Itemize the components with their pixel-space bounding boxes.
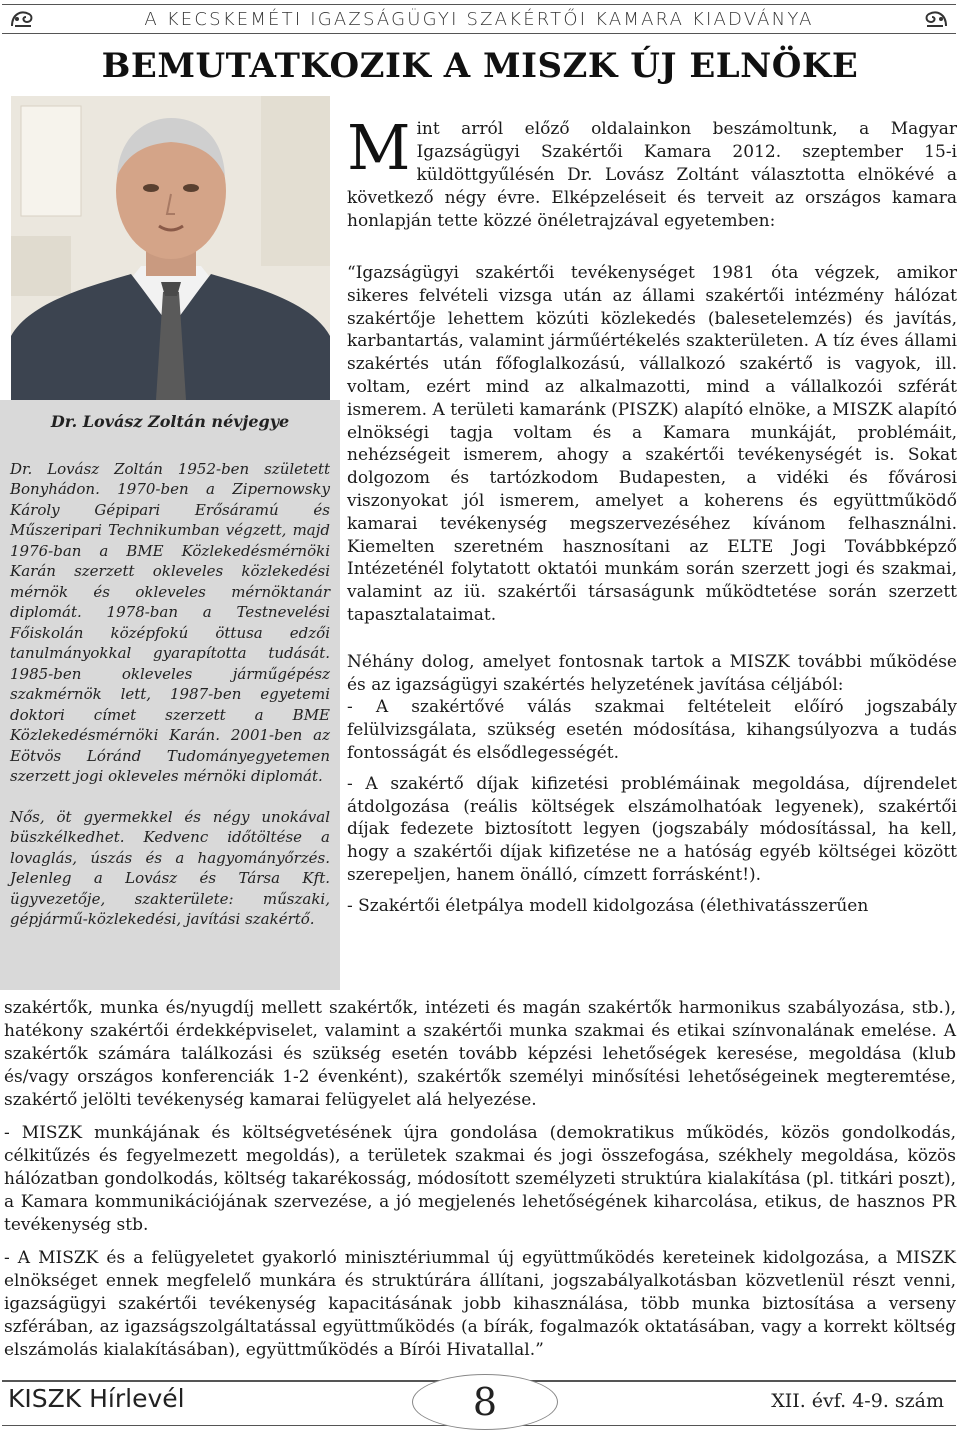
lead-text: int arról előző oldalainkon beszámoltunk, a Magyar Igazságügyi Szakértői Kamara 2012. szeptember 15-i küldöttgyűlésén Dr. Lovász Zoltánt választotta elnökévé a következő négy évre. Elképzeléseit és terveit az országos kamara honlapján tette közzé önéletrajzával egyetemben: — [347, 119, 957, 231]
paragraph: Néhány dolog, amelyet fontosnak tartok a MISZK további működése és az igazságügyi szakértés helyzetének javítása céljából: — [347, 651, 957, 695]
ornament-icon — [922, 7, 950, 31]
sidebar-bio: Dr. Lovász Zoltán 1952-ben született Bonyhádon. 1970-ben a Zipernowsky Károly Gépipari Erősáramú és Műszeripari Technikumban végzett, majd 1976-ban a BME Közlekedésmérnöki Karán szerzett okleveles közlekedési mérnök és okleveles mérnöktanár diplomát. 1978-ban a Testnevelési Főiskolán középfokú öttusa edzői tanulmányokkal gyarapította tudását. 1985-ben okleveles járműgépész szakmérnök lett, 1987-ben egyetemi doktori címet szerzett a BME Közlekedésmérnöki Karán. 2001-ben az Eötvös Lóránd Tudományegyetemen szerzett jogi okleveles mérnöki diplomát. — [10, 459, 330, 785]
footer — [2, 1380, 956, 1426]
list-item: - MISZK munkájának és költségvetésének újra gondolása (demokratikus működés, közös gondolkodás, célkitűzés és fegyelmezett megoldás), a területek szakmai és jogi összefogása, székhely megoldása, közös hálózatban gondolkodás, költség takarékosság, módosított személyzeti struktúra kialakítása (pl. titkári poszt), a Kamara kommunikációjának szervezése, a jó megjelenés lehetőségének kiharcolása, etikus, de hasznos PR tevékenység stb. — [4, 1123, 956, 1235]
full-width-column — [4, 997, 956, 1362]
issue-label: XII. évf. 4-9. szám — [771, 1390, 944, 1412]
portrait-photo — [11, 96, 330, 400]
sidebar-personal: Nős, öt gyermekkel és négy unokával büszkélkedhet. Kedvenc időtöltése a lovaglás, úszás és a hagyományőrzés. Jelenleg a Lovász és Társa Kft. ügyvezetője, szakterülete: műszaki, gépjármű-közlekedési, javítási szakértő. — [10, 807, 330, 928]
list-item: - A MISZK és a felügyeletet gyakorló minisztériummal új együttműködés kereteinek kidolgozása, a MISZK elnökséget ennek megfelelő munkára és struktúrára állítani, jogszabályalkotásban közvetlenül részt venni, igazságügyi szakértői tevékenység kapacitásának jobb kihasználása, több munka biztosítása a verseny szférában, az igazságszolgáltatással együttműködés (a bírák, fogalmazók oktatásában, vagy a korrekt költség elszámolás kialakításában), együttműködés a Bírói Hivatallal.” — [4, 1248, 956, 1360]
article-title: BEMUTATKOZIK A MISZK ÚJ ELNÖKE — [101, 46, 859, 86]
sidebar-title: Dr. Lovász Zoltán névjegye — [50, 412, 290, 431]
right-column — [347, 262, 957, 918]
page-number: 8 — [412, 1374, 558, 1430]
publisher-line: A KECSKEMÉTI IGAZSÁGÜGYI SZAKÉRTŐI KAMARA KIADVÁNYA — [144, 8, 814, 30]
list-item: - A szakértő díjak kifizetési problémáinak megoldása, díjrendelet átdolgozása (reális költségek elszámolhatóak legyenek), szakértői díjak fedezete biztosított legyen (jogszabály módosítással, ha kell, hogy a szakértői díjak kifizetése ne a hatóság egyéb költségei között szerepeljen, hanem önálló, címzett forrásként!). — [347, 773, 957, 885]
newsletter-name: KISZK Hírlevél — [8, 1384, 185, 1413]
list-item: - A szakértővé válás szakmai feltételeit előíró jogszabály felülvizsgálata, szükség esetén módosítása, kihangsúlyozva a tudás fontosságát és elsődlegességét. — [347, 697, 957, 763]
list-item: - Szakértői életpálya modell kidolgozása (élethivatásszerűen — [347, 895, 869, 916]
lead-paragraph — [347, 111, 957, 233]
paragraph: “Igazságügyi szakértői tevékenységet 1981 óta végzek, amikor sikeres felvételi vizsga után az állami szakértői intézmény hálózat szakértője lehettem közúti közlekedés (balesetelemzés) és javítás, karbantartás, valamint járműértékelés szakterületen. A tíz éves állami szakértés után főfoglalkozású, vállalkozó szakértő is vagyok, ill. voltam, ezért mind az alkalmazotti, mind a vállalkozói szférát ismerem. A területi kamaránk (PISZK) alapító elnöke, a MISZK alapító elnökségi tagja voltam és a Kamara munkáját, problémáit, nehézségeit ismerem, ahogy a szakértői tevékenységét is. Sokat dolgozom és tartózkodom Budapesten, a vidéki és fővárosi viszonyokat jól ismerem, amelyet a koherens és együttműködő kamarai tevékenység megszervezéséhez kívánom felhasználni. Kiemelten szeretném hasznosítani az ELTE Jogi Továbbképző Intézeténél folytatott oktatói munkám során szerzett jogi és szakmai, valamint az iü. szakértői társaságunk működtetése során szerzett tapasztalataimat. — [347, 263, 957, 625]
bio-sidebar — [0, 400, 340, 990]
paragraph: szakértők, munka és/nyugdíj mellett szakértők, intézeti és magán szakértők harmonikus szabályozása, stb.), hatékony szakértői érdekképviselet, valamint a szakértői munka szakmai és etikai színvonalának emelése. A szakértők számára találkozási és szükség esetén tovább képzési lehetőségek keresése, megoldása (klub és/vagy országos konferenciák 1-2 évenként), szakértők személyi minősítési lehetőségeinek megteremtése, szakértő jelölti tevékenység kamarai felügyelet alá helyezése. — [4, 998, 956, 1110]
dropcap: M — [347, 111, 411, 184]
header-band — [2, 4, 956, 34]
ornament-icon — [8, 7, 36, 31]
